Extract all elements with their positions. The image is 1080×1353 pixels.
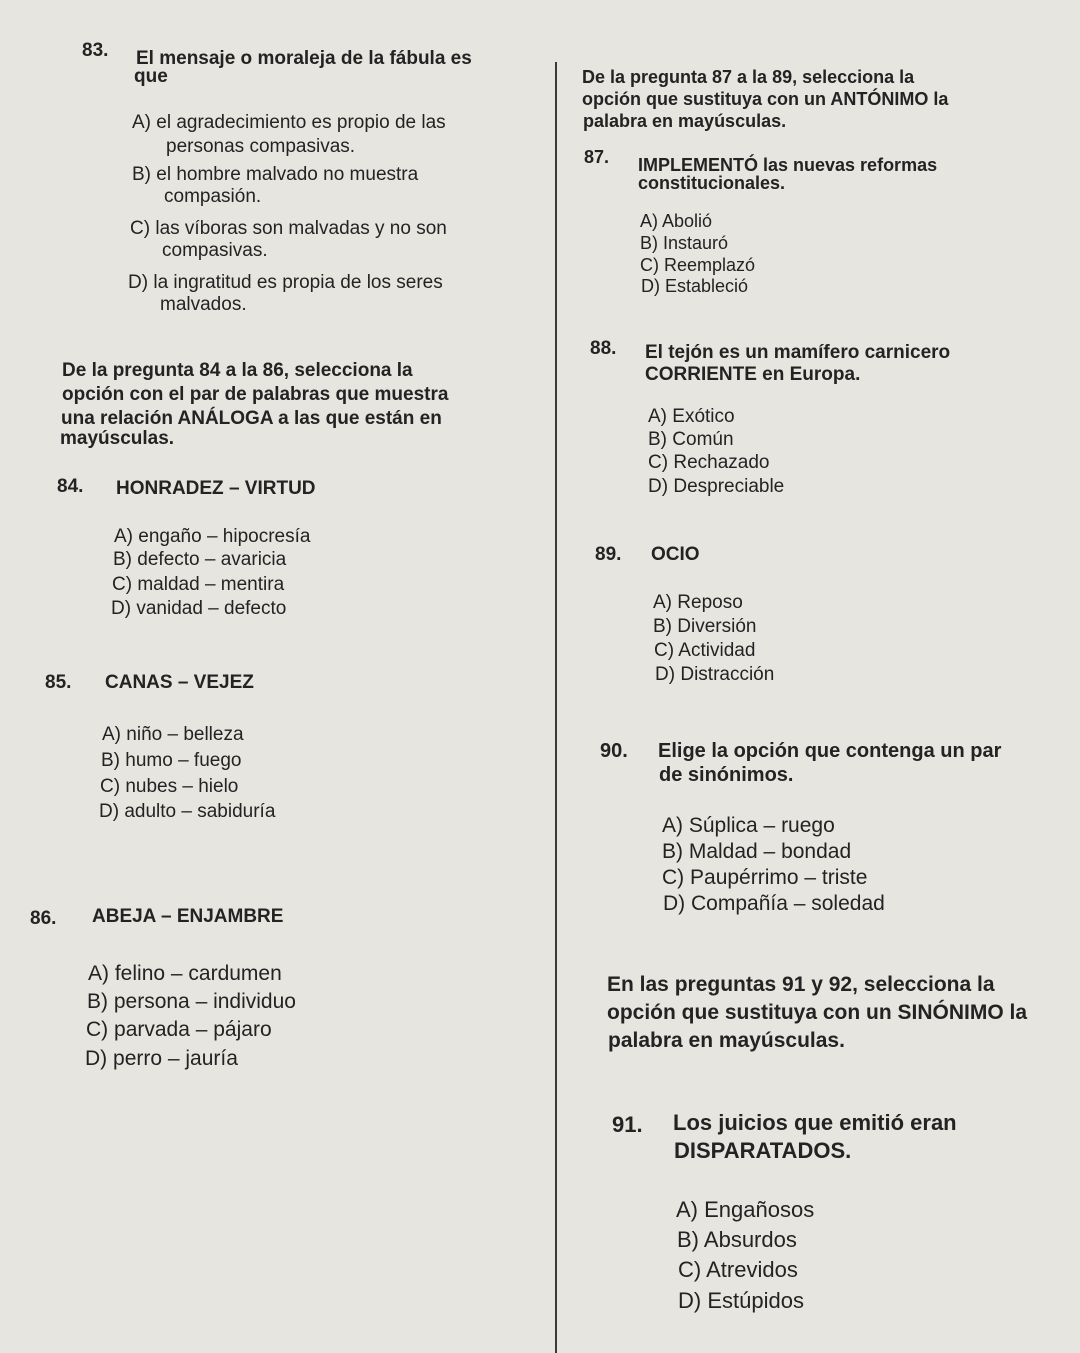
q89-option-a[interactable]: A) Reposo	[653, 592, 743, 613]
instr-91-92-line2: opción que sustituya con un SINÓNIMO la	[607, 1001, 1028, 1024]
q90-option-d[interactable]: D) Compañía – soledad	[663, 892, 885, 915]
q88-option-b[interactable]: B) Común	[648, 429, 734, 450]
q89-stem: OCIO	[651, 544, 700, 565]
q90-option-a[interactable]: A) Súplica – ruego	[662, 814, 835, 837]
q86-option-d[interactable]: D) perro – jauría	[85, 1047, 238, 1070]
column-divider	[555, 62, 557, 1353]
q90-option-c[interactable]: C) Paupérrimo – triste	[662, 866, 868, 889]
q88-stem-line1: El tejón es un mamífero carnicero	[645, 342, 951, 363]
q83-stem-line2: que	[134, 66, 168, 87]
q83-stem-line1: El mensaje o moraleja de la fábula es	[136, 48, 472, 69]
q83-option-b-line2: compasión.	[164, 186, 262, 207]
q89-number: 89.	[595, 544, 622, 565]
q88-number: 88.	[590, 338, 617, 359]
q86-stem: ABEJA – ENJAMBRE	[92, 906, 284, 927]
q91-option-c[interactable]: C) Atrevidos	[678, 1257, 798, 1282]
instr-84-86-line1: De la pregunta 84 a la 86, selecciona la	[62, 360, 413, 381]
instr-91-92-line3: palabra en mayúsculas.	[608, 1029, 845, 1052]
q87-stem-line2: constitucionales.	[638, 173, 786, 193]
q89-option-b[interactable]: B) Diversión	[653, 616, 757, 637]
q86-option-b[interactable]: B) persona – individuo	[87, 990, 296, 1013]
q88-stem-line2: CORRIENTE en Europa.	[645, 364, 861, 385]
q83-option-a-line2: personas compasivas.	[166, 136, 356, 157]
q86-option-a[interactable]: A) felino – cardumen	[88, 962, 282, 985]
q91-stem-line1: Los juicios que emitió eran	[673, 1110, 957, 1135]
instr-84-86-line3: una relación ANÁLOGA a las que están en	[61, 408, 442, 429]
q87-option-c[interactable]: C) Reemplazó	[640, 255, 756, 275]
instr-84-86-line4: mayúsculas.	[60, 428, 175, 449]
q87-option-b[interactable]: B) Instauró	[640, 233, 729, 253]
q85-option-d[interactable]: D) adulto – sabiduría	[99, 801, 276, 822]
q85-option-a[interactable]: A) niño – belleza	[102, 724, 244, 745]
q91-option-b[interactable]: B) Absurdos	[677, 1227, 797, 1252]
q86-number: 86.	[30, 908, 57, 929]
instr-87-89-line1: De la pregunta 87 a la 89, selecciona la	[582, 67, 915, 87]
q87-option-d[interactable]: D) Estableció	[641, 276, 749, 296]
q84-number: 84.	[57, 476, 84, 497]
q84-option-c[interactable]: C) maldad – mentira	[112, 574, 285, 595]
q83-number: 83.	[82, 40, 109, 61]
q91-option-a[interactable]: A) Engañosos	[676, 1197, 815, 1222]
q91-number: 91.	[612, 1112, 643, 1137]
q84-option-d[interactable]: D) vanidad – defecto	[111, 598, 287, 619]
instr-87-89-line3: palabra en mayúsculas.	[583, 111, 787, 131]
q85-number: 85.	[45, 672, 72, 693]
q84-stem: HONRADEZ – VIRTUD	[116, 478, 316, 499]
q86-option-c[interactable]: C) parvada – pájaro	[86, 1018, 272, 1041]
instr-87-89-line2: opción que sustituya con un ANTÓNIMO la	[582, 89, 949, 109]
q84-option-b[interactable]: B) defecto – avaricia	[113, 549, 287, 570]
q85-option-b[interactable]: B) humo – fuego	[101, 750, 242, 771]
q89-option-c[interactable]: C) Actividad	[654, 640, 756, 661]
q83-option-c[interactable]: C) las víboras son malvadas y no son	[130, 218, 447, 239]
q83-option-b[interactable]: B) el hombre malvado no muestra	[132, 164, 419, 185]
instr-84-86-line2: opción con el par de palabras que muestra	[62, 384, 449, 405]
q88-option-a[interactable]: A) Exótico	[648, 406, 735, 427]
q84-option-a[interactable]: A) engaño – hipocresía	[114, 526, 311, 547]
q90-number: 90.	[600, 740, 628, 762]
q90-stem-line1: Elige la opción que contenga un par	[658, 740, 1002, 762]
q91-stem-line2: DISPARATADOS.	[674, 1138, 852, 1163]
q89-option-d[interactable]: D) Distracción	[655, 664, 775, 685]
q87-option-a[interactable]: A) Abolió	[640, 211, 713, 231]
q83-option-d[interactable]: D) la ingratitud es propia de los seres	[128, 272, 443, 293]
q83-option-d-line2: malvados.	[160, 294, 247, 315]
q88-option-d[interactable]: D) Despreciable	[648, 476, 785, 497]
q88-option-c[interactable]: C) Rechazado	[648, 452, 770, 473]
q91-option-d[interactable]: D) Estúpidos	[678, 1288, 804, 1313]
q90-stem-line2: de sinónimos.	[659, 764, 794, 786]
instr-91-92-line1: En las preguntas 91 y 92, selecciona la	[607, 973, 995, 996]
q85-option-c[interactable]: C) nubes – hielo	[100, 776, 239, 797]
q90-option-b[interactable]: B) Maldad – bondad	[662, 840, 852, 863]
q83-option-a[interactable]: A) el agradecimiento es propio de las	[132, 112, 446, 133]
q83-option-c-line2: compasivas.	[162, 240, 268, 261]
q87-stem-line1: IMPLEMENTÓ las nuevas reformas	[638, 155, 938, 175]
q85-stem: CANAS – VEJEZ	[105, 672, 254, 693]
q87-number: 87.	[584, 147, 610, 167]
